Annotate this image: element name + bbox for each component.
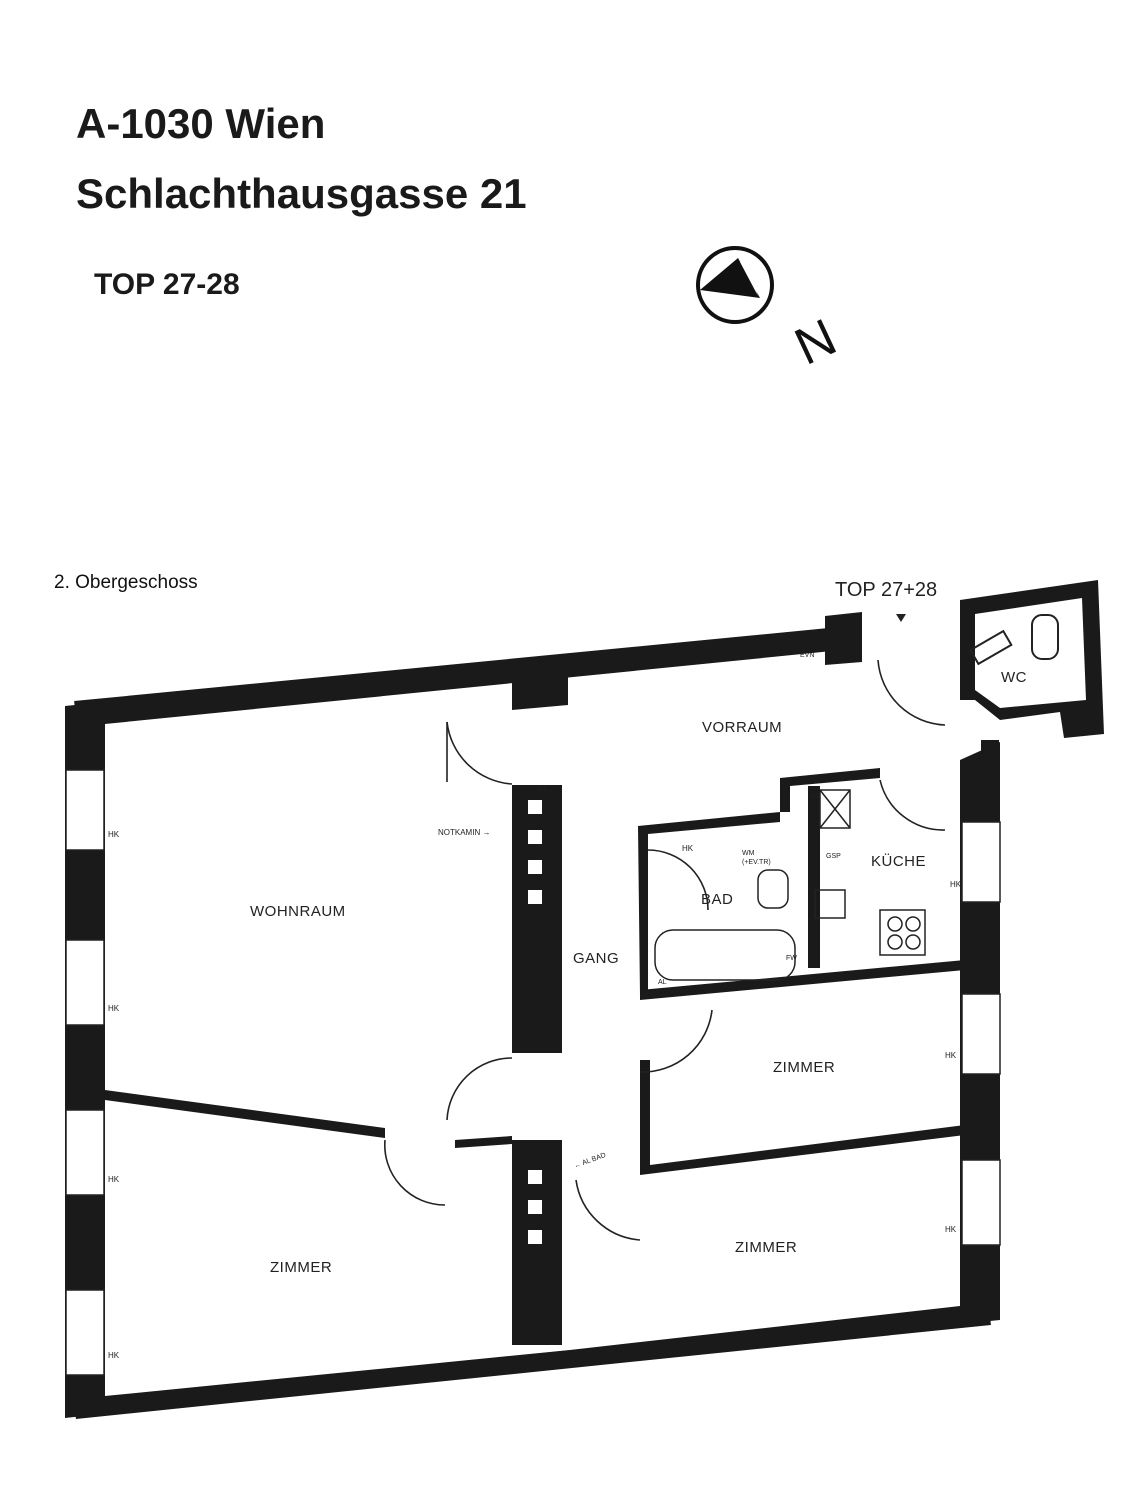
xs-label: XS — [810, 793, 820, 800]
room-label-gang: GANG — [573, 950, 620, 967]
address-line-1: A-1030 Wien — [76, 100, 326, 147]
compass-icon — [698, 248, 772, 322]
entrance-arrow-icon — [896, 614, 906, 622]
fw-label: FW — [786, 955, 797, 962]
hk-label-zimmer-lower: HK — [945, 1225, 957, 1234]
room-label-zimmer-right-lower: ZIMMER — [735, 1239, 798, 1256]
room-label-wohnraum: WOHNRAUM — [250, 903, 346, 920]
address-line-2: Schlachthausgasse 21 — [76, 170, 527, 217]
pt-label: PT — [537, 785, 548, 794]
ev-tr-label: (+EV.TR) — [742, 859, 771, 866]
room-label-wc: WC — [1001, 669, 1027, 686]
floor-label: 2. Obergeschoss — [54, 572, 198, 593]
hk-label-1: HK — [108, 830, 120, 839]
al-label: AL — [658, 979, 667, 986]
wc-block — [960, 580, 1104, 738]
hk-label-2: HK — [108, 1004, 120, 1013]
gsp-label: GSP — [826, 853, 841, 860]
al-bad-label: ← AL BAD — [573, 1151, 607, 1170]
evn-label: EVN — [800, 652, 815, 659]
door-swings — [385, 660, 945, 1240]
hk-label-4: HK — [108, 1351, 120, 1360]
room-label-bad: BAD — [701, 891, 734, 908]
hk-label-3: HK — [108, 1175, 120, 1184]
stove — [880, 910, 925, 955]
room-label-zimmer-right-upper: ZIMMER — [773, 1059, 836, 1076]
room-label-zimmer-left: ZIMMER — [270, 1259, 333, 1276]
hk-label-kueche: HK — [950, 880, 962, 889]
room-label-kueche: KÜCHE — [871, 853, 927, 870]
windows-right — [962, 822, 1000, 1245]
room-label-vorraum: VORRAUM — [702, 719, 783, 736]
notkamin-label: NOTKAMIN → — [438, 828, 491, 837]
hk-label-bad: HK — [682, 844, 694, 853]
unit-label: TOP 27-28 — [94, 268, 240, 301]
entrance-label: TOP 27+28 — [835, 579, 938, 601]
north-label: N — [786, 308, 846, 377]
wm-label: WM — [742, 850, 755, 857]
hk-label-zimmer-upper: HK — [945, 1051, 957, 1060]
